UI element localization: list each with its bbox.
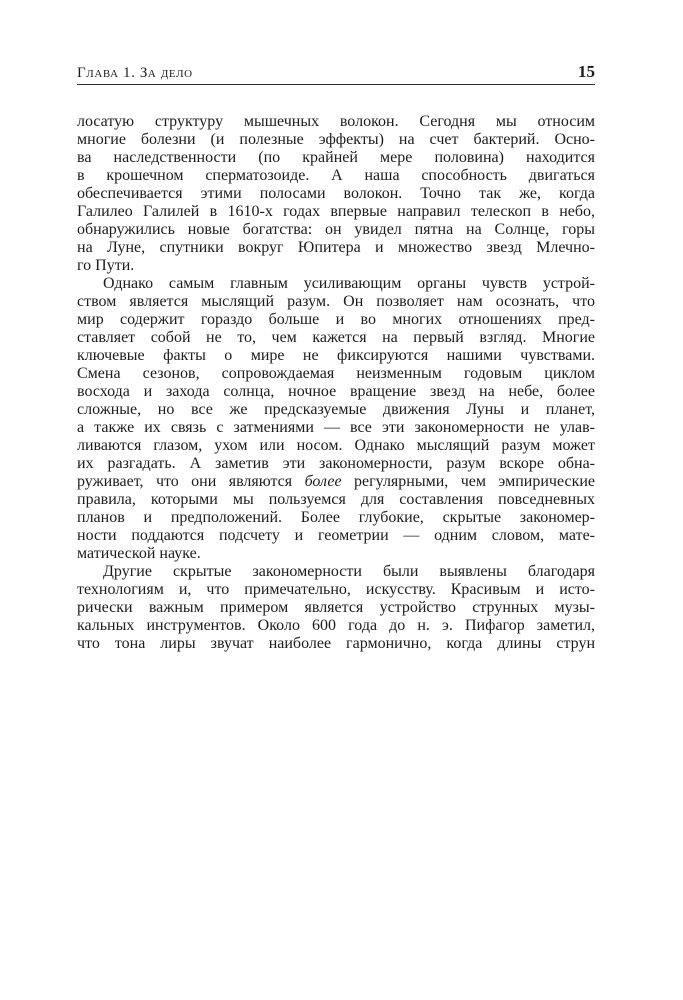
text-line: Другие скрытые закономерности были выявлены благодаря bbox=[103, 563, 595, 580]
text-line: их разгадать. А заметив эти закономерности, разум вскоре обна- bbox=[77, 455, 595, 472]
chapter-title: Глава 1. За дело bbox=[77, 65, 193, 81]
text-line: обеспечивается этими полосами волокон. Точно так же, когда bbox=[77, 185, 595, 202]
paragraph bbox=[77, 563, 595, 653]
text-line: правила, которыми мы пользуемся для составления повседневных bbox=[77, 491, 595, 508]
text-line: ставляет собой не то, чем кажется на первый взгляд. Многие bbox=[77, 329, 595, 346]
paragraph bbox=[77, 275, 595, 563]
text-line: восхода и захода солнца, ночное вращение звезд на небе, более bbox=[77, 383, 595, 400]
paragraph bbox=[77, 113, 595, 275]
text-line: ливаются глазом, ухом или носом. Однако мыслящий разум может bbox=[77, 437, 595, 454]
body-text bbox=[77, 113, 595, 653]
text-line: сложные, но все же предсказуемые движения Луны и планет, bbox=[77, 401, 595, 418]
text-line: мир содержит гораздо больше и во многих отношениях пред- bbox=[77, 311, 595, 328]
text-line: многие болезни (и полезные эффекты) на счет бактерий. Осно- bbox=[77, 131, 595, 148]
text-line: а также их связь с затмениями — все эти закономерности не улав- bbox=[77, 419, 595, 436]
text-line: ва наследственности (по крайней мере половина) находится bbox=[77, 149, 595, 166]
emphasis-before: руживает, что они являются bbox=[77, 473, 305, 490]
emphasis-word: более bbox=[304, 473, 342, 490]
header-rule bbox=[77, 84, 595, 85]
text-line-emphasis bbox=[77, 473, 595, 491]
text-line: го Пути. bbox=[77, 257, 135, 274]
text-line: обнаружились новые богатства: он увидел пятна на Солнце, горы bbox=[77, 221, 595, 238]
emphasis-after: регулярными, чем эмпирические bbox=[341, 473, 596, 490]
text-line: лосатую структуру мышечных волокон. Сегодня мы относим bbox=[77, 113, 595, 130]
text-line: ством является мыслящий разум. Он позволяет нам осознать, что bbox=[77, 293, 595, 310]
text-line: Галилео Галилей в 1610-х годах впервые направил телескоп в небо, bbox=[77, 203, 595, 220]
text-line: Смена сезонов, сопровождаемая неизменным годовым циклом bbox=[77, 365, 595, 382]
running-header bbox=[77, 60, 595, 82]
text-line: в крошечном сперматозоиде. А наша способность двигаться bbox=[77, 167, 595, 184]
page-number: 15 bbox=[578, 62, 595, 81]
text-line: кальных инструментов. Около 600 года до н. э. Пифагор заметил, bbox=[77, 617, 595, 634]
text-line: на Луне, спутники вокруг Юпитера и множество звезд Млечно- bbox=[77, 239, 595, 256]
text-line: ключевые факты о мире не фиксируются нашими чувствами. bbox=[77, 347, 595, 364]
text-line: матической науке. bbox=[77, 545, 201, 562]
text-line: рически важным примером является устройство струнных музы- bbox=[77, 599, 595, 616]
text-line: планов и предположений. Более глубокие, скрытые закономер- bbox=[77, 509, 595, 526]
text-line: Однако самым главным усиливающим органы чувств устрой- bbox=[103, 275, 595, 292]
text-line: технологиям и, что примечательно, искусству. Красивым и исто- bbox=[77, 581, 595, 598]
text-line: ности поддаются подсчету и геометрии — одним словом, мате- bbox=[77, 527, 595, 544]
text-line: что тона лиры звучат наиболее гармонично, когда длины струн bbox=[77, 635, 595, 652]
